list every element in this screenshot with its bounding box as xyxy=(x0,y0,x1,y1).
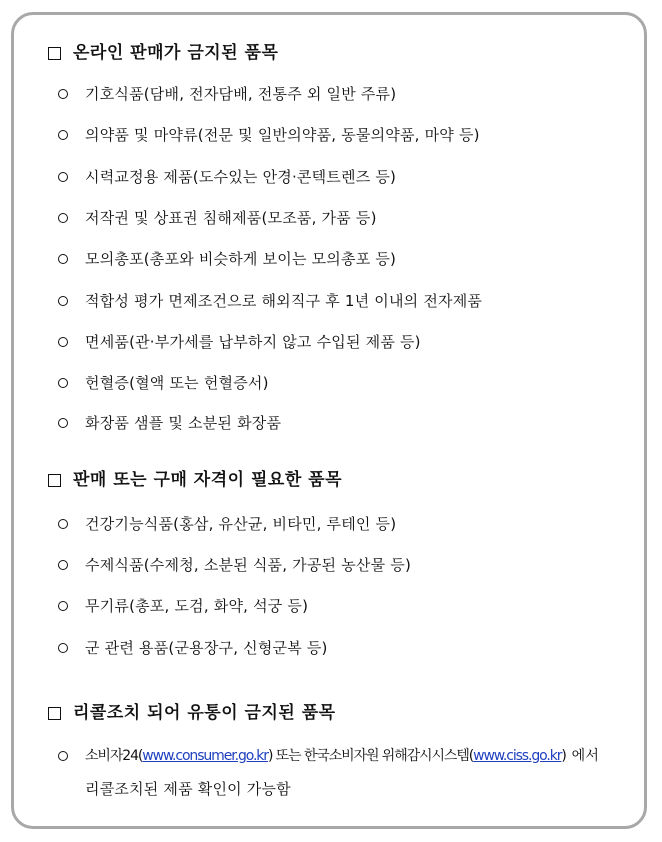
circle-bullet-icon xyxy=(58,213,68,223)
list-item-text: 군 관련 용품(군용장구, 신형군복 등) xyxy=(85,639,328,657)
list-item-text: 모의총포(총포와 비슷하게 보이는 모의총포 등) xyxy=(85,250,397,268)
recall-text-part3: ) 에서 xyxy=(561,748,600,764)
section-title-recall-banned xyxy=(48,701,336,725)
list-item-text: 면세품(관·부가세를 납부하지 않고 수입된 제품 등) xyxy=(85,333,421,351)
circle-bullet-icon xyxy=(58,172,68,182)
list-item-text: 화장품 샘플 및 소분된 화장품 xyxy=(85,414,282,432)
list-item-text: 적합성 평가 면제조건으로 해외직구 후 1년 이내의 전자제품 xyxy=(85,292,483,310)
section-title-online-banned xyxy=(48,41,278,65)
circle-bullet-icon xyxy=(58,254,68,264)
circle-bullet-icon xyxy=(58,337,68,347)
circle-bullet-icon xyxy=(58,418,68,428)
list-item-text: 저작권 및 상표권 침해제품(모조품, 가품 등) xyxy=(85,209,377,227)
list-item-text: 기호식품(담배, 전자담배, 전통주 외 일반 주류) xyxy=(85,85,397,103)
recall-info-line2: 리콜조치된 제품 확인이 가능함 xyxy=(85,780,291,798)
list-item-text: 헌혈증(혈액 또는 헌혈증서) xyxy=(85,374,269,392)
list-item-text: 시력교정용 제품(도수있는 안경·콘텍트렌즈 등) xyxy=(85,168,397,186)
checkbox-square-icon xyxy=(48,707,61,720)
recall-info-line1 xyxy=(85,744,599,768)
checkbox-square-icon xyxy=(48,474,61,487)
circle-bullet-icon xyxy=(58,296,68,306)
list-item-text: 의약품 및 마약류(전문 및 일반의약품, 동물의약품, 마약 등) xyxy=(85,126,480,144)
recall-text-part2: ) 또는 한국소비자원 위해감시시스템( xyxy=(267,748,474,764)
section-title-text: 온라인 판매가 금지된 품목 xyxy=(73,43,279,63)
circle-bullet-icon xyxy=(58,601,68,611)
section-title-text: 판매 또는 구매 자격이 필요한 품목 xyxy=(73,470,342,490)
consumer-go-kr-link[interactable]: www.consumer.go.kr xyxy=(142,748,268,764)
section-title-text: 리콜조치 되어 유통이 금지된 품목 xyxy=(73,703,336,723)
circle-bullet-icon xyxy=(58,378,68,388)
circle-bullet-icon xyxy=(58,751,68,761)
recall-text-part1: 소비자24( xyxy=(85,748,143,764)
list-item-text: 수제식품(수제청, 소분된 식품, 가공된 농산물 등) xyxy=(85,556,411,574)
content-box xyxy=(11,12,647,829)
circle-bullet-icon xyxy=(58,643,68,653)
section-title-qualification-required xyxy=(48,468,342,492)
checkbox-square-icon xyxy=(48,47,61,60)
ciss-go-kr-link[interactable]: www.ciss.go.kr xyxy=(473,748,562,764)
circle-bullet-icon xyxy=(58,560,68,570)
list-item-text: 무기류(총포, 도검, 화약, 석궁 등) xyxy=(85,597,309,615)
circle-bullet-icon xyxy=(58,130,68,140)
circle-bullet-icon xyxy=(58,519,68,529)
list-item-text: 건강기능식품(홍삼, 유산균, 비타민, 루테인 등) xyxy=(85,515,397,533)
circle-bullet-icon xyxy=(58,89,68,99)
